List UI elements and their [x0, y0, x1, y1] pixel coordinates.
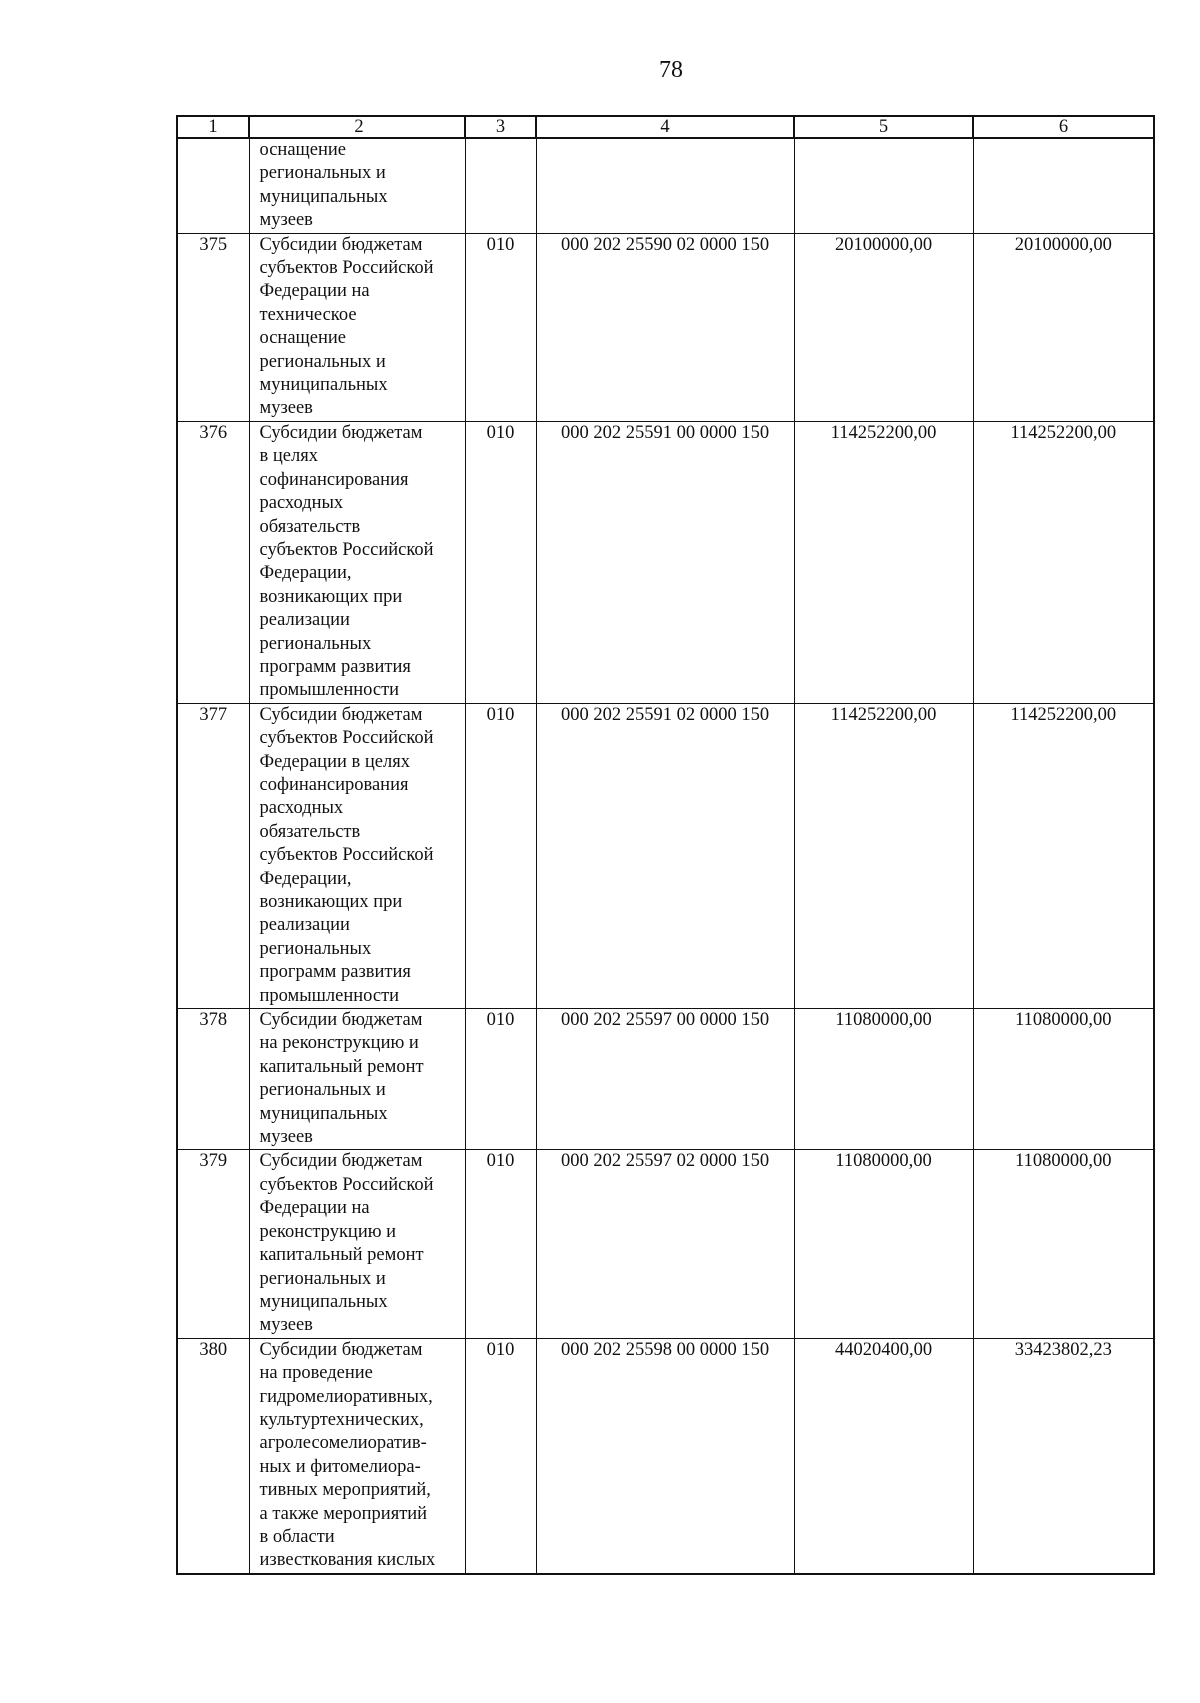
column-header: 5 [794, 116, 973, 138]
table-row [177, 1338, 1154, 1574]
table-row [177, 1150, 1154, 1338]
row-budget-code [536, 138, 794, 233]
table-row [177, 138, 1154, 233]
column-header: 4 [536, 116, 794, 138]
row-admin-code: 010 [465, 1009, 536, 1150]
column-header: 3 [465, 116, 536, 138]
table-row [177, 233, 1154, 421]
row-admin-code: 010 [465, 1338, 536, 1574]
row-amount-col6: 114252200,00 [973, 703, 1154, 1008]
row-amount-col5: 114252200,00 [794, 703, 973, 1008]
row-budget-code: 000 202 25598 00 0000 150 [536, 1338, 794, 1574]
row-number: 378 [177, 1009, 249, 1150]
row-budget-code: 000 202 25591 00 0000 150 [536, 421, 794, 703]
table-header-row [177, 116, 1154, 138]
row-amount-col6: 11080000,00 [973, 1009, 1154, 1150]
row-admin-code: 010 [465, 421, 536, 703]
row-number: 375 [177, 233, 249, 421]
row-amount-col5: 11080000,00 [794, 1150, 973, 1338]
row-admin-code: 010 [465, 703, 536, 1008]
row-admin-code: 010 [465, 1150, 536, 1338]
row-name: оснащение региональных и муниципальных музеев [249, 138, 465, 233]
row-number: 380 [177, 1338, 249, 1574]
row-budget-code: 000 202 25590 02 0000 150 [536, 233, 794, 421]
row-amount-col5: 114252200,00 [794, 421, 973, 703]
row-number: 379 [177, 1150, 249, 1338]
row-admin-code: 010 [465, 233, 536, 421]
row-name: Субсидии бюджетам в целях софинансирования расходных обязательств субъектов Российской Федерации, возникающих при реализации региональных программ развития промышленности [249, 421, 465, 703]
table-row [177, 703, 1154, 1008]
row-amount-col6: 114252200,00 [973, 421, 1154, 703]
row-budget-code: 000 202 25597 00 0000 150 [536, 1009, 794, 1150]
row-amount-col6 [973, 138, 1154, 233]
row-number [177, 138, 249, 233]
column-header: 1 [177, 116, 249, 138]
row-amount-col5: 44020400,00 [794, 1338, 973, 1574]
row-number: 377 [177, 703, 249, 1008]
row-budget-code: 000 202 25597 02 0000 150 [536, 1150, 794, 1338]
row-amount-col5: 20100000,00 [794, 233, 973, 421]
row-name: Субсидии бюджетам субъектов Российской Федерации на реконструкцию и капитальный ремонт региональных и муниципальных музеев [249, 1150, 465, 1338]
page-number: 78 [659, 57, 683, 83]
row-amount-col6: 33423802,23 [973, 1338, 1154, 1574]
column-header: 6 [973, 116, 1154, 138]
row-name: Субсидии бюджетам субъектов Российской Федерации на техническое оснащение региональных и муниципальных музеев [249, 233, 465, 421]
row-name: Субсидии бюджетам на проведение гидромелиоративных, культуртехнических, агролесомелиоратив- ных и фитомелиора- тивных мероприятий, а также мероприятий в области известкования кислых [249, 1338, 465, 1574]
row-name: Субсидии бюджетам на реконструкцию и капитальный ремонт региональных и муниципальных музеев [249, 1009, 465, 1150]
row-amount-col6: 20100000,00 [973, 233, 1154, 421]
row-number: 376 [177, 421, 249, 703]
budget-table [176, 115, 1155, 1575]
table-row [177, 1009, 1154, 1150]
row-budget-code: 000 202 25591 02 0000 150 [536, 703, 794, 1008]
row-admin-code [465, 138, 536, 233]
row-amount-col6: 11080000,00 [973, 1150, 1154, 1338]
row-amount-col5 [794, 138, 973, 233]
row-amount-col5: 11080000,00 [794, 1009, 973, 1150]
column-header: 2 [249, 116, 465, 138]
budget-table-body [177, 116, 1154, 1574]
row-name: Субсидии бюджетам субъектов Российской Федерации в целях софинансирования расходных обязательств субъектов Российской Федерации, возникающих при реализации региональных программ развития промышленности [249, 703, 465, 1008]
table-row [177, 421, 1154, 703]
